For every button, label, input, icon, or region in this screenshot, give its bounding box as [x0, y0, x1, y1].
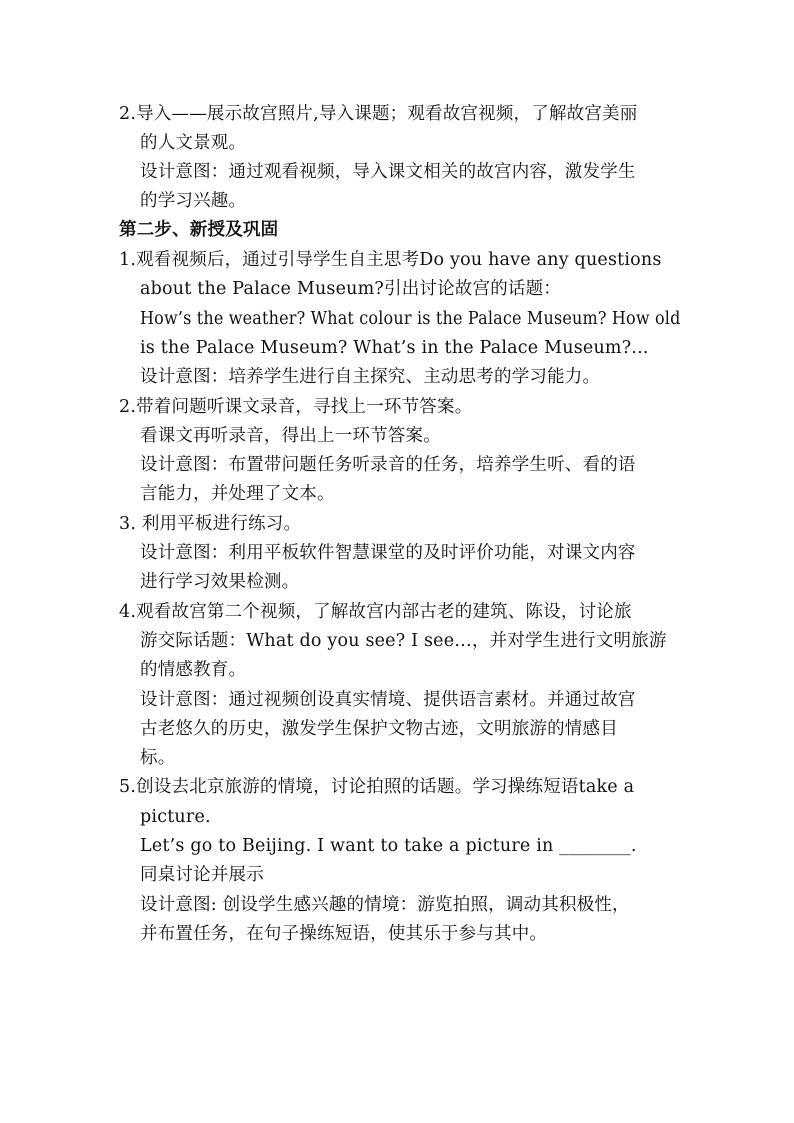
text-line: 2.带着问题听课文录音，寻找上一环节答案。 [119, 397, 473, 417]
text-line: 1.观看视频后，通过引导学生自主思考Do you have any questions [119, 250, 662, 270]
text-line: 看课文再听录音，得出上一环节答案。 [140, 426, 441, 446]
section-heading: 第二步、新授及巩固 [119, 220, 279, 240]
text-line: 3. 利用平板进行练习。 [119, 514, 302, 534]
text-line: 2.导入——展示故宫照片,导入课题；观看故宫视频，了解故宫美丽 [119, 104, 638, 124]
text-line: 的学习兴趣。 [140, 191, 247, 211]
text-line: 设计意图：布置带问题任务听录音的任务，培养学生听、看的语 [140, 455, 636, 475]
text-line: 的情感教育。 [140, 660, 247, 680]
text-line: 游交际话题：What do you see? I see…，并对学生进行文明旅游 [140, 631, 667, 651]
text-line: 古老悠久的历史，激发学生保护文物古迹，文明旅游的情感目 [140, 719, 618, 739]
text-line: 同桌讨论并展示 [140, 865, 264, 885]
text-line: 并布置任务，在句子操练短语，使其乐于参与其中。 [140, 924, 548, 944]
text-line: is the Palace Museum? What’s in the Palace Museum?... [140, 338, 649, 358]
text-line: picture. [140, 807, 211, 827]
text-line: 设计意图：培养学生进行自主探究、主动思考的学习能力。 [140, 367, 601, 387]
text-line: 设计意图：通过视频创设真实情境、提供语言素材。并通过故宫 [140, 690, 636, 710]
text-line: 5.创设去北京旅游的情境，讨论拍照的话题。学习操练短语take a [119, 777, 635, 797]
text-line: 言能力，并处理了文本。 [140, 484, 335, 504]
text-line: 设计意图：利用平板软件智慧课堂的及时评价功能，对课文内容 [140, 543, 636, 563]
text-line: Let’s go to Beijing. I want to take a picture in ________. [140, 836, 637, 856]
text-line: about the Palace Museum?引出讨论故宫的话题： [140, 279, 562, 299]
text-line: 4.观看故宫第二个视频，了解故宫内部古老的建筑、陈设，讨论旅 [119, 602, 632, 622]
text-line: 设计意图：通过观看视频，导入课文相关的故宫内容，激发学生 [140, 162, 636, 182]
text-line: 设计意图: 创设学生感兴趣的情境：游览拍照，调动其积极性， [140, 895, 630, 915]
text-line: How’s the weather? What colour is the Palace Museum? How old [140, 309, 681, 329]
text-line: 的人文景观。 [140, 133, 247, 153]
text-line: 进行学习效果检测。 [140, 572, 300, 592]
text-line: 标。 [140, 748, 176, 768]
